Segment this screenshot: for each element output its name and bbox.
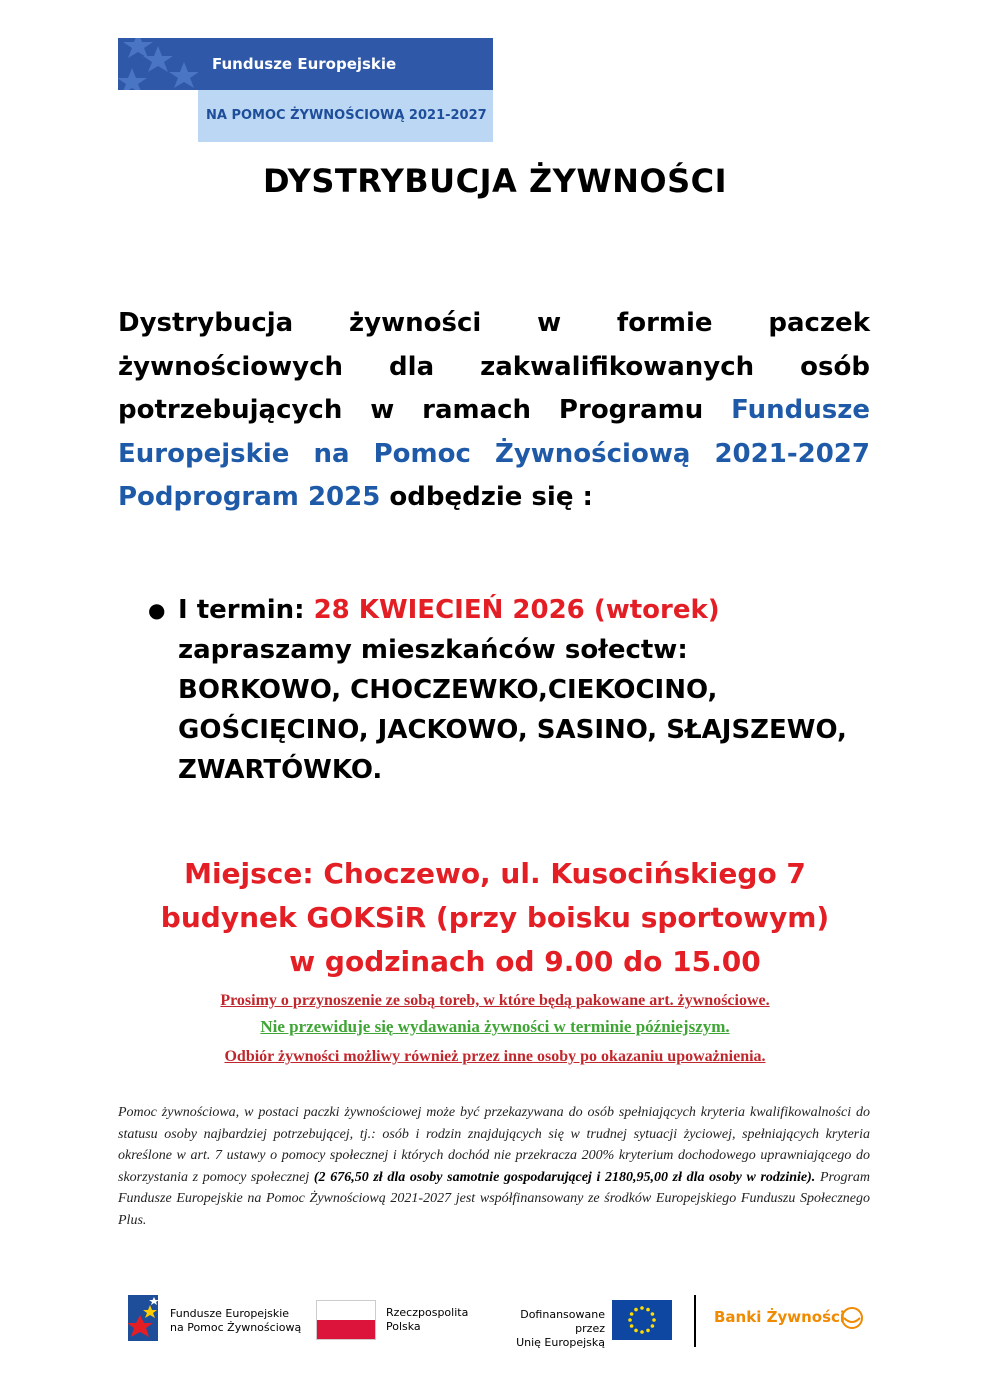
fe-header-logo: [118, 38, 493, 142]
intro-text-end: odbędzie się :: [380, 482, 593, 512]
polish-flag-icon: [316, 1300, 376, 1340]
eu-logo-line1: Dofinansowane przez: [520, 1308, 605, 1335]
fe-star-icon: [128, 1295, 164, 1345]
program-name: Fundusze Europejskie na Pomoc Żywnościową 2021-2027 Podprogram 2025: [118, 395, 870, 512]
place-block: [0, 852, 990, 984]
stars-icon: [118, 38, 198, 90]
page-title: DYSTRYBUCJA ŻYWNOŚCI: [262, 162, 728, 200]
eu-logo-line2: Unię Europejską: [516, 1336, 605, 1349]
footnote-part-1: Pomoc żywnościowa, w postaci paczki żywnościowej może być przekazywana do osób spełniających kryteria kwalifikowalności do statusu osoby najbardziej potrzebującej, tj.: osób i rodzin znajdujących się w trudnej sytuacji życiowej, spełniających kryteria określone w art. 7 ustawy o pomocy społecznej i których dochód nie przekracza 200% kryterium dochodowego uprawniającego do skorzystania z pomocy społecznej: [118, 1105, 870, 1185]
fe-logo-line2: na Pomoc Żywnościową: [170, 1321, 302, 1334]
footnote-income: (2 676,50 zł dla osoby samotnie gospodarującej i 2180,95,00 zł dla osoby w rodzinie).: [313, 1169, 816, 1185]
term-date: 28 KWIECIEŃ 2026 (wtorek): [313, 595, 720, 625]
pl-logo-line2: Polska: [386, 1320, 421, 1333]
term-label: I termin:: [178, 595, 314, 625]
bz-logo-text: Banki Żywności: [714, 1308, 846, 1326]
notice-no-later: Nie przewiduje się wydawania żywności w terminie późniejszym.: [260, 1017, 730, 1036]
footer-logos: [118, 1290, 878, 1350]
term-line-5: ZWARTÓWKO.: [178, 755, 383, 785]
term-line-2: zapraszamy mieszkańców sołectw:: [178, 635, 688, 665]
intro-text: Dystrybucja żywności w formie paczek żywnościowych dla zakwalifikowanych osób potrzebujących w ramach Programu: [118, 308, 870, 425]
notice-pickup: Odbiór żywności możliwy również przez inne osoby po okazaniu upoważnienia.: [224, 1048, 766, 1065]
term-line-4: GOŚCIĘCINO, JACKOWO, SASINO, SŁAJSZEWO,: [178, 715, 847, 745]
fe-logo-line1: Fundusze Europejskie: [170, 1307, 290, 1320]
notice-bags: Prosimy o przynoszenie ze sobą toreb, w które będą pakowane art. żywnościowe.: [220, 992, 770, 1009]
term-line-1: [178, 590, 868, 630]
polska-logo: [316, 1300, 476, 1344]
bullet-icon: ●: [148, 598, 166, 622]
footnote: [118, 1102, 870, 1231]
footnote-part-2: Program Fundusze Europejskie na Pomoc Żywnościową 2021-2027 jest współfinansowany ze środków Europejskiego Funduszu Społecznego Plus.: [118, 1169, 870, 1228]
eu-stars-graphic: [118, 38, 198, 90]
banki-zywnosci-logo: [714, 1308, 874, 1338]
eu-cofinance-logo: [490, 1300, 680, 1349]
bz-bowl-icon: [838, 1306, 866, 1330]
place-line-1: Miejsce: Choczewo, ul. Kusocińskiego 7: [184, 857, 806, 890]
header-logo-subtitle: NA POMOC ŻYWNOŚCIOWĄ 2021-2027: [198, 90, 493, 142]
pl-logo-line1: Rzeczpospolita: [386, 1306, 469, 1319]
header-logo-title: Fundusze Europejskie: [198, 38, 493, 90]
place-line-2: budynek GOKSiR (przy boisku sportowym): [160, 901, 830, 934]
eu-flag-icon: [612, 1300, 672, 1340]
fe-pomoc-logo: [128, 1295, 308, 1345]
footer-divider: [694, 1295, 696, 1347]
intro-paragraph: [118, 302, 870, 520]
place-hours: w godzinach od 9.00 do 15.00: [289, 945, 761, 978]
term-line-3: BORKOWO, CHOCZEWKO,CIEKOCINO,: [178, 675, 718, 705]
